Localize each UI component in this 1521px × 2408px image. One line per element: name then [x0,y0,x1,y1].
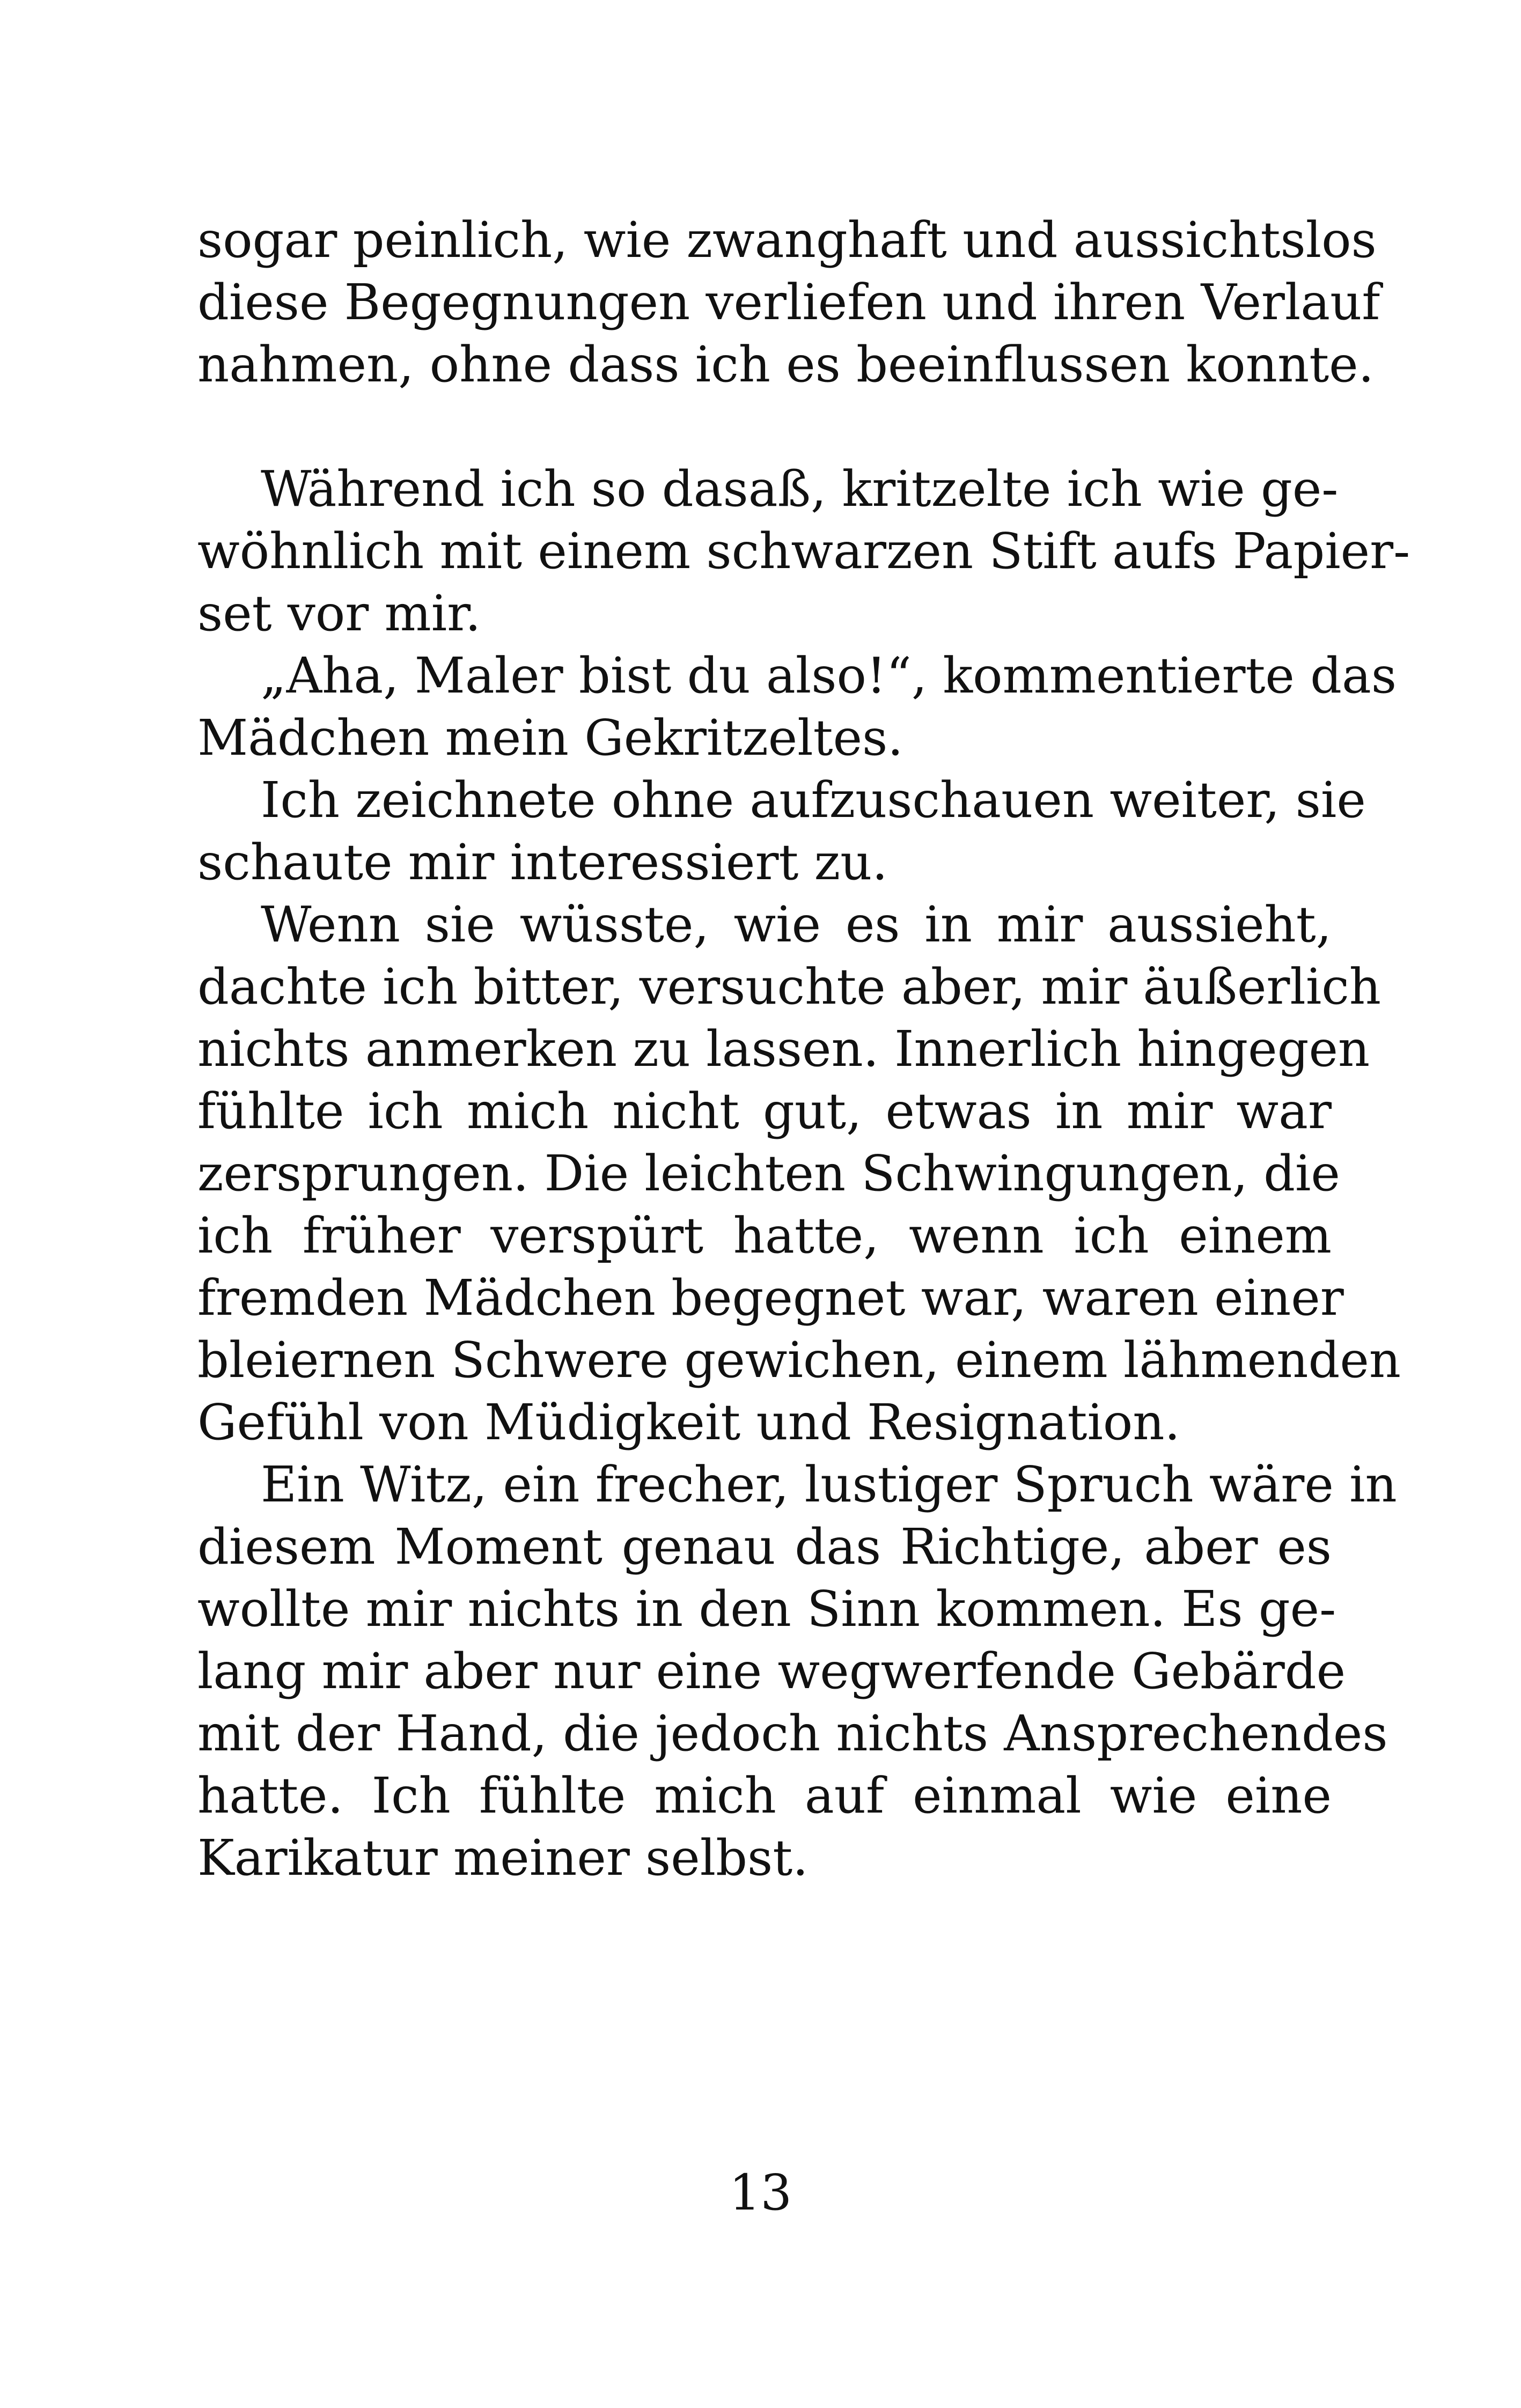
text-line: nichts anmerken zu lassen. Innerlich hingegen [197,1020,1370,1078]
paragraph [197,645,1397,769]
paragraph [197,209,1380,396]
text-line: bleiernen Schwere gewichen, einem lähmenden [197,1331,1401,1389]
text-line: Ich zeichnete ohne aufzuschauen weiter, sie [261,771,1366,829]
text-line: „Aha, Maler bist du also!“, kommentierte das [261,647,1397,704]
paragraph [197,1454,1397,1889]
text-line: wöhnlich mit einem schwarzen Stift aufs Papier- [197,522,1410,580]
text-line: Ein Witz, ein frecher, lustiger Spruch wäre in [261,1456,1397,1513]
text-line: schaute mir interessiert zu. [197,834,888,891]
text-line: Wenn sie wüsste, wie es in mir aussieht, [261,896,1332,953]
text-line: hatte. Ich fühlte mich auf einmal wie eine [197,1767,1332,1824]
text-line: Karikatur meiner selbst. [197,1829,809,1887]
text-line: Mädchen mein Gekritzeltes. [197,709,903,767]
paragraph [197,458,1410,645]
text-line: diese Begegnungen verliefen und ihren Verlauf [197,274,1380,331]
text-line: fremden Mädchen begegnet war, waren einer [197,1269,1344,1327]
page-number: 13 [729,2164,792,2221]
text-line: sogar peinlich, wie zwanghaft und aussichtslos [197,211,1377,269]
text-line: fühlte ich mich nicht gut, etwas in mir war [197,1083,1332,1140]
text-line: set vor mir. [197,585,481,642]
paragraph [197,894,1401,1454]
text-line: lang mir aber nur eine wegwerfende Gebärde [197,1643,1346,1700]
section-break [197,396,1332,458]
text-line: ich früher verspürt hatte, wenn ich einem [197,1207,1332,1264]
text-line: zersprungen. Die leichten Schwingungen, die [197,1145,1340,1202]
body-text [197,209,1410,1889]
paragraph [197,769,1366,894]
text-line: wollte mir nichts in den Sinn kommen. Es ge- [197,1580,1336,1638]
text-line: Während ich so dasaß, kritzelte ich wie ge- [261,460,1339,518]
text-line: mit der Hand, die jedoch nichts Ansprechendes [197,1705,1388,1762]
text-line: Gefühl von Müdigkeit und Resignation. [197,1394,1180,1451]
text-line: dachte ich bitter, versuchte aber, mir äußerlich [197,958,1382,1015]
text-line: diesem Moment genau das Richtige, aber es [197,1518,1332,1575]
text-line: nahmen, ohne dass ich es beeinflussen konnte. [197,336,1374,393]
